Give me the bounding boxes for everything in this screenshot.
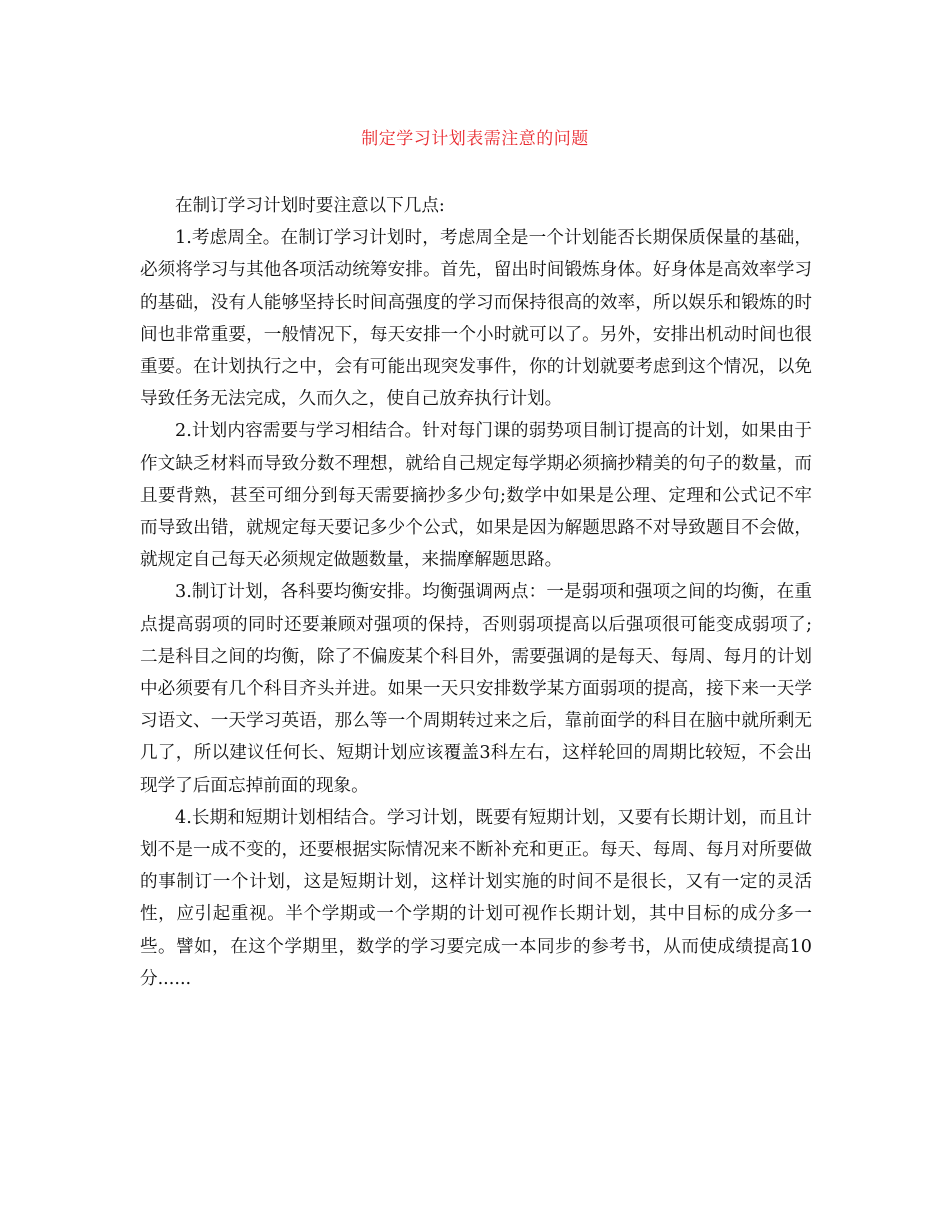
document-body: [140, 190, 812, 995]
paragraph-4: 4.长期和短期计划相结合。学习计划，既要有短期计划，又要有长期计划，而且计划不是一成不变的，还要根据实际情况来不断补充和更正。每天、每周、每月对所要做的事制订一个计划，这是短期计划，这样计划实施的时间不是很长，又有一定的灵活性，应引起重视。半个学期或一个学期的计划可视作长期计划，其中目标的成分多一些。譬如，在这个学期里，数学的学习要完成一本同步的参考书，从而使成绩提高10分......: [140, 807, 812, 989]
document-title: 制定学习计划表需注意的问题: [361, 129, 589, 149]
paragraph-1: 1.考虑周全。在制订学习计划时，考虑周全是一个计划能否长期保质保量的基础，必须将学习与其他各项活动统筹安排。首先，留出时间锻炼身体。好身体是高效率学习的基础，没有人能够坚持长时间高强度的学习而保持很高的效率，所以娱乐和锻炼的时间也非常重要，一般情况下，每天安排一个小时就可以了。另外，安排出机动时间也很重要。在计划执行之中，会有可能出现突发事件，你的计划就要考虑到这个情况，以免导致任务无法完成，久而久之，使自己放弃执行计划。: [140, 228, 812, 410]
paragraph-2: 2.计划内容需要与学习相结合。针对每门课的弱势项目制订提高的计划，如果由于作文缺乏材料而导致分数不理想，就给自己规定每学期必须摘抄精美的句子的数量，而且要背熟，甚至可细分到每天需要摘抄多少句;数学中如果是公理、定理和公式记不牢而导致出错，就规定每天要记多少个公式，如果是因为解题思路不对导致题目不会做，就规定自己每天必须规定做题数量，来揣摩解题思路。: [140, 421, 812, 571]
intro-paragraph: 在制订学习计划时要注意以下几点:: [175, 196, 445, 216]
paragraph-3: 3.制订计划，各科要均衡安排。均衡强调两点：一是弱项和强项之间的均衡，在重点提高弱项的同时还要兼顾对强项的保持，否则弱项提高以后强项很可能变成弱项了;二是科目之间的均衡，除了不偏废某个科目外，需要强调的是每天、每周、每月的计划中必须要有几个科目齐头并进。如果一天只安排数学某方面弱项的提高，接下来一天学习语文、一天学习英语，那么等一个周期转过来之后，靠前面学的科目在脑中就所剩无几了，所以建议任何长、短期计划应该覆盖3科左右，这样轮回的周期比较短，不会出现学了后面忘掉前面的现象。: [140, 582, 812, 796]
